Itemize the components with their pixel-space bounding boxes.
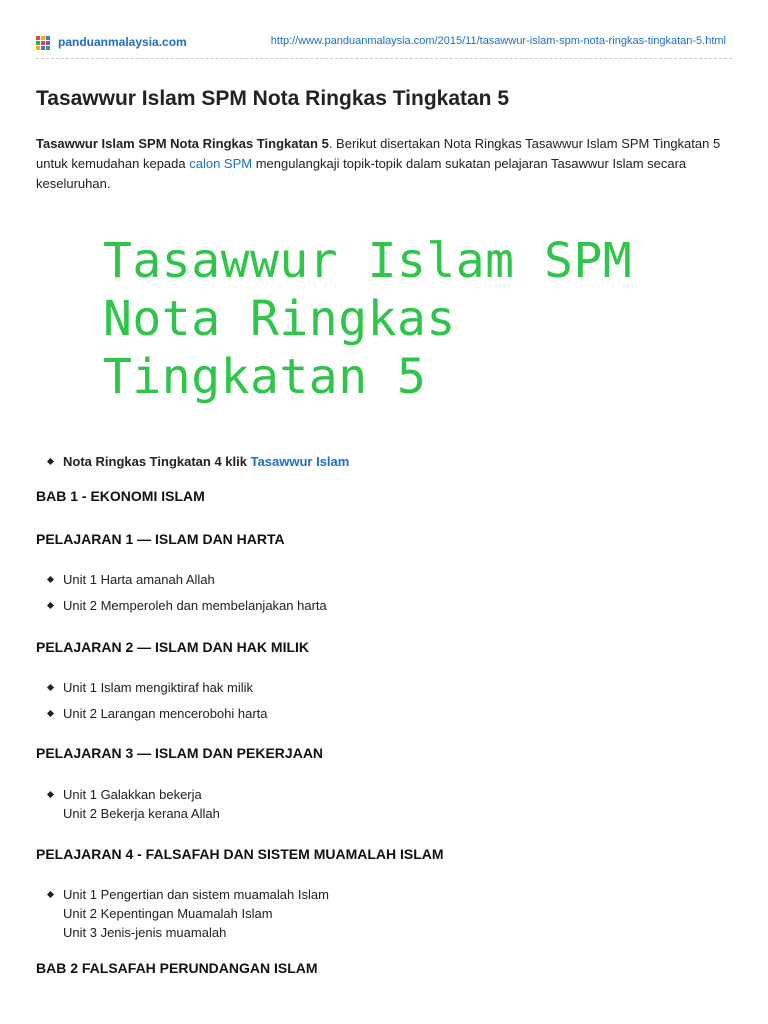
section-heading: PELAJARAN 1 — ISLAM DAN HARTA (36, 531, 285, 547)
list-item-text: Unit 2 Memperoleh dan membelanjakan harta (63, 598, 327, 613)
banner-line: Tasawwur Islam SPM (103, 233, 633, 289)
calon-spm-link[interactable]: calon SPM (189, 156, 253, 171)
intro-bold: Tasawwur Islam SPM Nota Ringkas Tingkatan 5 (36, 136, 329, 151)
bullet-icon (47, 891, 54, 898)
logo-square (41, 46, 45, 50)
list-item (46, 596, 327, 615)
bullet-icon (47, 602, 54, 609)
logo-square (36, 46, 40, 50)
page-url-link[interactable]: http://www.panduanmalaysia.com/2015/11/tasawwur-islam-spm-nota-ringkas-tingkatan-5.html (270, 35, 726, 47)
list-line: Unit 1 Pengertian dan sistem muamalah Islam (63, 887, 329, 902)
page-header (36, 34, 732, 59)
pelajaran4-list (46, 885, 329, 942)
list-item-text: Unit 2 Larangan mencerobohi harta (63, 706, 268, 721)
section-heading: PELAJARAN 4 - FALSAFAH DAN SISTEM MUAMALAH ISLAM (36, 846, 444, 862)
logo-square (36, 36, 40, 40)
article-title: Tasawwur Islam SPM Nota Ringkas Tingkatan 5 (36, 87, 510, 110)
list-item (46, 704, 268, 723)
list-item-text: Unit 1 Islam mengiktiraf hak milik (63, 680, 253, 695)
list-item (46, 452, 349, 471)
banner-line: Nota Ringkas (103, 291, 456, 347)
list-item (46, 570, 327, 589)
list-item-text: Unit 1 Harta amanah Allah (63, 572, 215, 587)
list-line: Unit 3 Jenis-jenis muamalah (63, 925, 227, 940)
bullet-icon (47, 710, 54, 717)
site-name-link[interactable]: panduanmalaysia.com (58, 35, 187, 49)
list-line: Unit 1 Galakkan bekerja (63, 787, 202, 802)
bullet-icon (47, 576, 54, 583)
list-item (46, 885, 329, 942)
section-heading: BAB 2 FALSAFAH PERUNDANGAN ISLAM (36, 960, 318, 976)
intro-text-1: . Berikut disertakan Nota Ringkas Tasawwur Islam SPM Tingkatan 5 untuk kemudahan kepada (36, 136, 721, 171)
site-logo-icon (36, 36, 50, 50)
banner-image (103, 232, 632, 406)
logo-square (41, 36, 45, 40)
list-item (46, 785, 220, 823)
logo-square (46, 46, 50, 50)
banner-line: Tingkatan 5 (103, 349, 427, 405)
bullet-icon (47, 684, 54, 691)
bullet-icon (47, 458, 54, 465)
logo-square (46, 41, 50, 45)
logo-square (36, 41, 40, 45)
tingkatan4-text: Nota Ringkas Tingkatan 4 klik (63, 454, 251, 469)
list-item (46, 678, 268, 697)
pelajaran2-list (46, 678, 268, 730)
list-line: Unit 2 Kepentingan Muamalah Islam (63, 906, 273, 921)
pelajaran1-list (46, 570, 327, 622)
tasawwur-islam-link[interactable]: Tasawwur Islam (250, 454, 350, 469)
section-heading: BAB 1 - EKONOMI ISLAM (36, 488, 205, 504)
bullet-icon (47, 791, 54, 798)
logo-square (41, 41, 45, 45)
list-line: Unit 2 Bekerja kerana Allah (63, 806, 220, 821)
section-heading: PELAJARAN 3 — ISLAM DAN PEKERJAAN (36, 745, 324, 761)
pelajaran3-list (46, 785, 220, 823)
tingkatan4-list (46, 452, 349, 471)
intro-paragraph (36, 134, 726, 194)
section-heading: PELAJARAN 2 — ISLAM DAN HAK MILIK (36, 639, 310, 655)
intro-text-2: mengulangkaji topik-topik dalam sukatan pelajaran Tasawwur Islam secara keseluruhan. (36, 156, 687, 191)
logo-square (46, 36, 50, 40)
